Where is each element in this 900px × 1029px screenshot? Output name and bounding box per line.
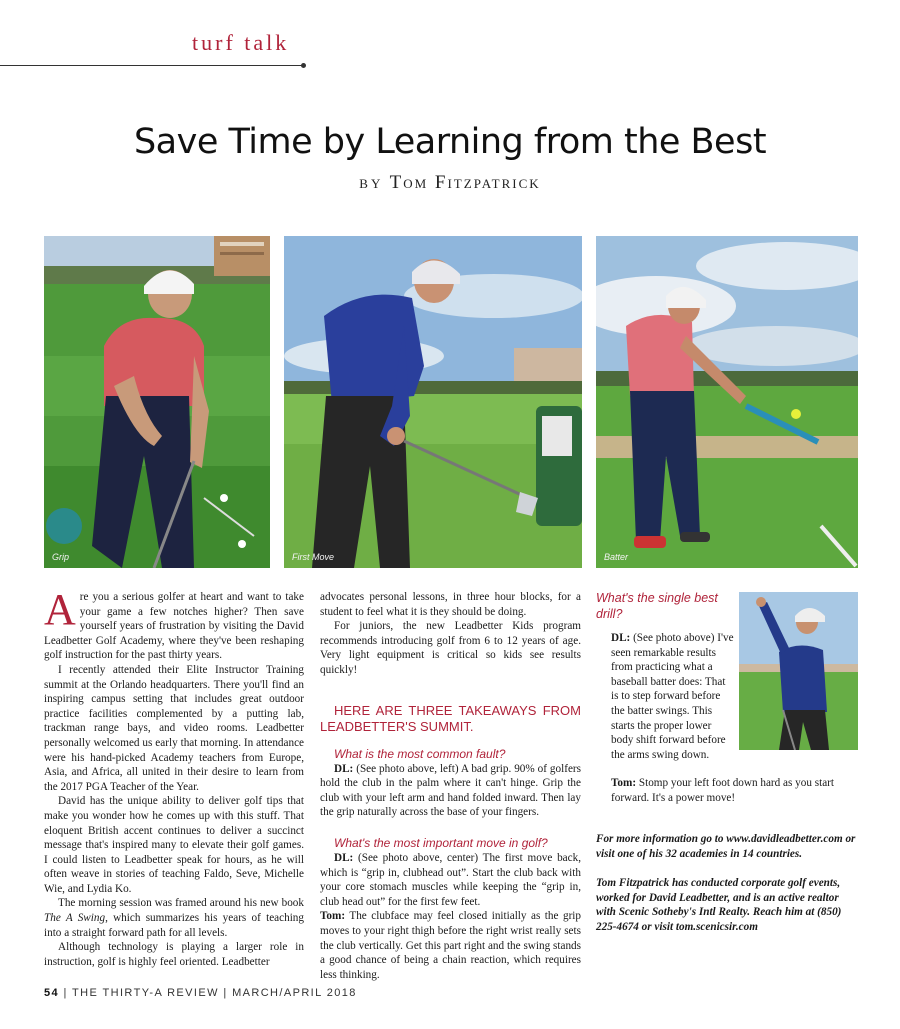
header-rule (0, 65, 303, 66)
column-1 (44, 585, 304, 969)
lead-paragraph: Are you a serious golfer at heart and want to take your game a few notches higher? Then save yourself years of frustration by visiting the David Leadbetter Golf Academy, where they've been reshaping golf instruction for the past thirty years. (44, 585, 304, 662)
author-bio-text: Tom Fitzpatrick has conducted corporate golf events, worked for David Leadbetter, and is an active realtor with Scenic Sotheby's Intl Realty. Reach him at (850) 225-4674 or visit tom.scenicsir.com (596, 877, 842, 933)
photo-grip (44, 236, 270, 568)
answer-paragraph: Tom: The clubface may feel closed initially as the grip moves to your right thigh before the right wrist really sets the club vertically. Get this part right and the swing stands a good chance of being a chain reaction, which requires less thinking. (320, 910, 581, 981)
byline-prefix: BY (359, 176, 384, 191)
photo-caption: Batter (604, 552, 629, 562)
header-rule-dot (301, 63, 306, 68)
body-paragraph: advocates personal lessons, in three hour blocks, for a student to feel what it is they should be doing. (320, 591, 581, 618)
section-heading: HERE ARE THREE TAKEAWAYS FROM LEADBETTER'S SUMMIT. (320, 702, 581, 734)
issue-date: MARCH/APRIL 2018 (232, 987, 357, 999)
photo-batter (596, 236, 858, 568)
more-info (596, 832, 860, 861)
photo-inset-illustration (739, 592, 858, 750)
byline (0, 172, 900, 194)
photo-caption: Grip (52, 552, 70, 562)
photo-caption: First Move (292, 552, 335, 562)
photo-inset-drill (739, 592, 858, 750)
column-3-question (596, 590, 736, 622)
body-paragraph: I recently attended their Elite Instructor Training summit at the Orlando headquarters. There you'll find an inspiring campus setting that includes great outdoor practice facilities complemented by a putting lab, trackman range bays, and video rooms. Leadbetter personally welcomed us early that morning. In attendance were his hand-picked Academy teachers from Europe, Asia, and Africa, all united in their desire to learn from the 2017 PGA Teacher of the Year. (44, 663, 304, 793)
answer-paragraph: DL: (See photo above, left) A bad grip. 90% of golfers hold the club in the palm where it can't hinge. Grip the club with your left arm and hand folded inward. Then lay the grip naturally across the base of your fingers. (320, 762, 581, 819)
column-3-tom (611, 776, 858, 805)
publication-name: THE THIRTY-A REVIEW (72, 987, 219, 999)
footer-separator: | (223, 987, 228, 999)
body-paragraph: For juniors, the new Leadbetter Kids program recommends introducing golf from 6 to 12 years of age. Very light equipment is critical so kids see results quickly! (320, 620, 581, 676)
byline-author: Tom Fitzpatrick (389, 172, 541, 193)
column-3-answer (611, 631, 735, 762)
page-number: 54 (44, 987, 60, 999)
more-info-text: For more information go to www.davidleadbetter.com or visit one of his 32 academies in 14 countries. (596, 833, 856, 860)
page-footer (44, 987, 357, 999)
answer-paragraph: DL: (See photo above) I've seen remarkable results from practicing what a baseball batter does: That is to step forward before the batter swings. This starts the proper lower body shift forward before the arms swing down. (611, 632, 734, 761)
photo-first-move (284, 236, 582, 568)
answer-paragraph: DL: (See photo above, center) The first move back, which is “grip in, clubhead out”. Start the club back with your core stomach muscles while keeping the “grip in, club head out” for the first few feet. (320, 851, 581, 908)
column-2 (320, 590, 581, 982)
author-bio (596, 876, 860, 934)
photo-grip-illustration (44, 236, 270, 568)
article-title: Save Time by Learning from the Best (133, 122, 767, 162)
body-paragraph: Although technology is playing a larger role in instruction, golf is highly feel oriented. Leadbetter (44, 941, 304, 968)
footer-separator: | (63, 987, 68, 999)
photo-first-move-illustration (284, 236, 582, 568)
body-paragraph: David has the unique ability to deliver golf tips that make you wonder how he comes up with this stuff. That eloquent British accent continues to deliver a succinct message that's inspired many to elevate their golf games. I could listen to Leadbetter speak for hours, as he will often weave in stories of teaching Faldo, Seve, Michelle Wie, and Lydia Ko. (44, 795, 304, 895)
question-heading: What's the most important move in golf? (334, 835, 548, 850)
question-heading: What's the single best drill? (596, 591, 718, 621)
drop-cap: A (44, 585, 76, 634)
photo-batter-illustration (596, 236, 858, 568)
body-paragraph: The morning session was framed around his new book The A Swing, which summarizes his years of teaching into a straight forward path for all levels. (44, 897, 304, 939)
question-heading: What is the most common fault? (334, 746, 506, 761)
section-label: turf talk (192, 30, 290, 55)
answer-paragraph: Tom: Stomp your left foot down hard as you start forward. It's a power move! (611, 777, 835, 804)
book-title: The A Swing (44, 912, 106, 925)
